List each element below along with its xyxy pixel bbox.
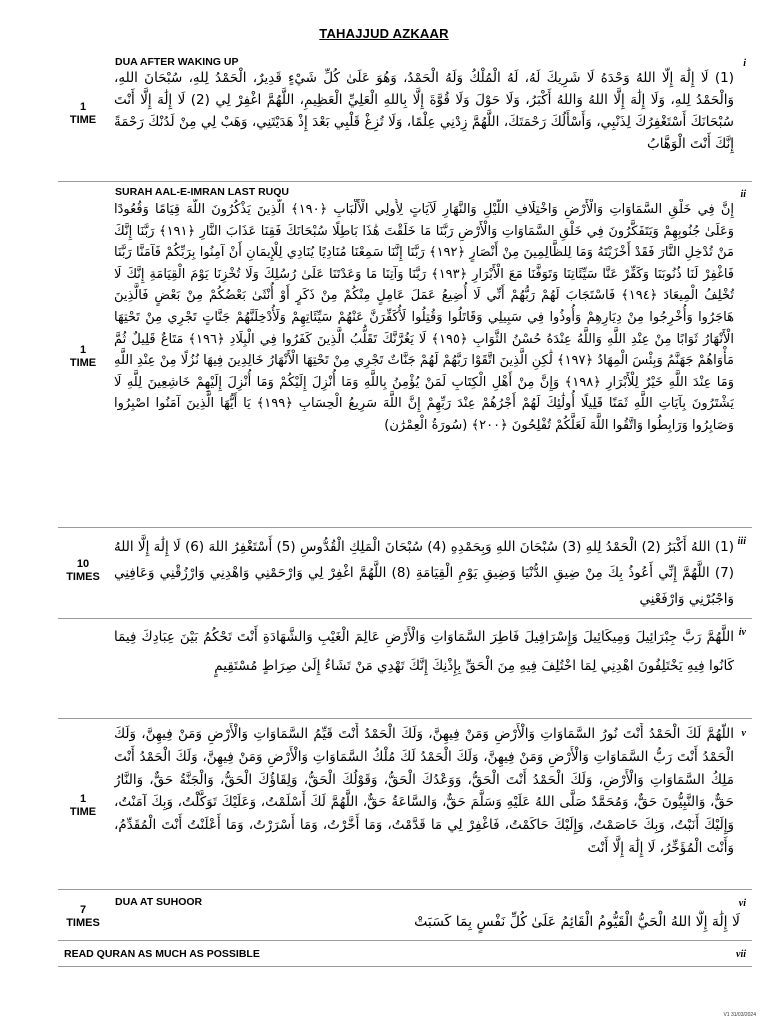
section-iii-number: iii xyxy=(737,536,746,547)
divider xyxy=(58,966,752,967)
section-ii-number: ii xyxy=(740,189,746,200)
section-v-count: 1 TIME xyxy=(69,793,97,818)
version-stamp: V1 31/03/2024 xyxy=(723,1012,756,1018)
section-i-count: 1 TIME xyxy=(69,101,97,126)
section-vi-number: vi xyxy=(738,898,746,909)
section-ii-heading: SURAH AAL-E-IMRAN LAST RUQU xyxy=(115,186,290,198)
section-vi-count: 7 TIMES xyxy=(66,904,100,929)
divider xyxy=(58,181,752,182)
divider xyxy=(58,527,752,528)
page-title: TAHAJJUD AZKAAR xyxy=(319,26,449,41)
section-iii-count: 10 TIMES xyxy=(66,558,100,583)
section-iii-arabic: (1) اللهُ أَكْبَرُ (2) الْحَمْدُ لِلهِ (3) سُبْحَانَ اللهِ وَبِحَمْدِهِ (4) سُبْحَانَ الْمَلِكِ الْقُدُّوسِ (5) أَسْتَغْفِرُ اللهَ (6) لَا إِلَٰهَ إِلَّا اللهُ (7) اللَّهُمَّ إِنِّي أَعُوذُ بِكَ مِنْ ضِيقِ الدُّنْيَا وَضِيقِ يَوْمِ الْقِيَامَةِ (8) اللَّهُمَّ اغْفِرْ لِي وَارْحَمْنِي وَاهْدِنِي وَارْزُقْنِي وَعَافِنِي وَاجْبُرْنِي وَارْفَعْنِي xyxy=(114,539,734,607)
section-iv-number: iv xyxy=(738,627,746,638)
divider xyxy=(58,618,752,619)
section-i-heading: DUA AFTER WAKING UP xyxy=(115,56,239,68)
section-i-arabic: (1) لَا إِلَٰهَ إِلَّا اللهُ وَحْدَهُ لَا شَرِيكَ لَهُ، لَهُ الْمُلْكُ وَلَهُ الْحَمْدُ، وَهُوَ عَلَىٰ كُلِّ شَيْءٍ قَدِيرٌ، الْحَمْدُ لِلهِ، سُبْحَانَ اللهِ، وَالْحَمْدُ لِلهِ، وَلَا إِلَٰهَ إِلَّا اللهُ وَاللهُ أَكْبَرُ، وَلَا حَوْلَ وَلَا قُوَّةَ إِلَّا بِاللهِ الْعَلِيِّ الْعَظِيمِ، اللَّهُمَّ اغْفِرْ لِي (2) لَا إِلَٰهَ إِلَّا أَنْتَ سُبْحَانَكَ أَسْتَغْفِرُكَ لِذَنْبِي، وَأَسْأَلُكَ رَحْمَتَكَ، اللَّهُمَّ زِدْنِي عِلْمًا، وَلَا تُزِغْ قَلْبِي بَعْدَ إِذْ هَدَيْتَنِي، وَهَبْ لِي مِنْ لَدُنْكَ رَحْمَةً إِنَّكَ أَنْتَ الْوَهَّابُ xyxy=(114,70,734,152)
section-ii-count: 1 TIME xyxy=(69,344,97,369)
divider xyxy=(58,940,752,941)
section-iv-arabic: اللَّهُمَّ رَبَّ جِبْرَائِيلَ وَمِيكَائِيلَ وَإِسْرَافِيلَ فَاطِرَ السَّمَاوَاتِ وَالْأَرْضِ عَالِمَ الْغَيْبِ وَالشَّهَادَةِ أَنْتَ تَحْكُمُ بَيْنَ عِبَادِكَ فِيمَا كَانُوا فِيهِ يَخْتَلِفُونَ اهْدِنِي لِمَا اخْتُلِفَ فِيهِ مِنَ الْحَقِّ بِإِذْنِكَ إِنَّكَ تَهْدِي مَنْ تَشَاءُ إِلَىٰ صِرَاطٍ مُسْتَقِيمٍ xyxy=(114,629,734,674)
section-ii-arabic: إِنَّ فِي خَلْقِ السَّمَاوَاتِ وَالْأَرْضِ وَاخْتِلَافِ اللَّيْلِ وَالنَّهَارِ لَآيَاتٍ لِأُولِي الْأَلْبَابِ ﴿١٩٠﴾ الَّذِينَ يَذْكُرُونَ اللَّهَ قِيَامًا وَقُعُودًا وَعَلَىٰ جُنُوبِهِمْ وَيَتَفَكَّرُونَ فِي خَلْقِ السَّمَاوَاتِ وَالْأَرْضِ رَبَّنَا مَا خَلَقْتَ هَٰذَا بَاطِلًا سُبْحَانَكَ فَقِنَا عَذَابَ النَّارِ ﴿١٩١﴾ رَبَّنَا إِنَّكَ مَنْ تُدْخِلِ النَّارَ فَقَدْ أَخْزَيْتَهُ وَمَا لِلظَّالِمِينَ مِنْ أَنْصَارٍ ﴿١٩٢﴾ رَبَّنَا إِنَّنَا سَمِعْنَا مُنَادِيًا يُنَادِي لِلْإِيمَانِ أَنْ آمِنُوا بِرَبِّكُمْ فَآمَنَّا رَبَّنَا فَاغْفِرْ لَنَا ذُنُوبَنَا وَكَفِّرْ عَنَّا سَيِّئَاتِنَا وَتَوَفَّنَا مَعَ الْأَبْرَارِ ﴿١٩٣﴾ رَبَّنَا وَآتِنَا مَا وَعَدْتَنَا عَلَىٰ رُسُلِكَ وَلَا تُخْزِنَا يَوْمَ الْقِيَامَةِ إِنَّكَ لَا تُخْلِفُ الْمِيعَادَ ﴿١٩٤﴾ فَاسْتَجَابَ لَهُمْ رَبُّهُمْ أَنِّي لَا أُضِيعُ عَمَلَ عَامِلٍ مِنْكُمْ مِنْ ذَكَرٍ أَوْ أُنْثَىٰ بَعْضُكُمْ مِنْ بَعْضٍ فَالَّذِينَ هَاجَرُوا وَأُخْرِجُوا مِنْ دِيَارِهِمْ وَأُوذُوا فِي سَبِيلِي وَقَاتَلُوا وَقُتِلُوا لَأُكَفِّرَنَّ عَنْهُمْ سَيِّئَاتِهِمْ وَلَأُدْخِلَنَّهُمْ جَنَّاتٍ تَجْرِي مِنْ تَحْتِهَا الْأَنْهَارُ ثَوَابًا مِنْ عِنْدِ اللَّهِ وَاللَّهُ عِنْدَهُ حُسْنُ الثَّوَابِ ﴿١٩٥﴾ لَا يَغُرَّنَّكَ تَقَلُّبُ الَّذِينَ كَفَرُوا فِي الْبِلَادِ ﴿١٩٦﴾ مَتَاعٌ قَلِيلٌ ثُمَّ مَأْوَاهُمْ جَهَنَّمُ وَبِئْسَ الْمِهَادُ ﴿١٩٧﴾ لَٰكِنِ الَّذِينَ اتَّقَوْا رَبَّهُمْ لَهُمْ جَنَّاتٌ تَجْرِي مِنْ تَحْتِهَا الْأَنْهَارُ خَالِدِينَ فِيهَا نُزُلًا مِنْ عِنْدِ اللَّهِ وَمَا عِنْدَ اللَّهِ خَيْرٌ لِلْأَبْرَارِ ﴿١٩٨﴾ وَإِنَّ مِنْ أَهْلِ الْكِتَابِ لَمَنْ يُؤْمِنُ بِاللَّهِ وَمَا أُنْزِلَ إِلَيْكُمْ وَمَا أُنْزِلَ إِلَيْهِمْ خَاشِعِينَ لِلَّهِ لَا يَشْتَرُونَ بِآيَاتِ اللَّهِ ثَمَنًا قَلِيلًا أُولَٰئِكَ لَهُمْ أَجْرُهُمْ عِنْدَ رَبِّهِمْ إِنَّ اللَّهَ سَرِيعُ الْحِسَابِ ﴿١٩٩﴾ يَا أَيُّهَا الَّذِينَ آمَنُوا اصْبِرُوا وَصَابِرُوا وَرَابِطُوا وَاتَّقُوا اللَّهَ لَعَلَّكُمْ تُفْلِحُونَ ﴿٢٠٠﴾ (سُورَةُ الْعِمْرَٰن) xyxy=(114,202,734,433)
section-i-number: i xyxy=(743,58,746,69)
section-v-number: v xyxy=(741,728,746,739)
divider xyxy=(58,718,752,719)
section-v-arabic: اللَّهُمَّ لَكَ الْحَمْدُ أَنْتَ نُورُ السَّمَاوَاتِ وَالْأَرْضِ وَمَنْ فِيهِنَّ، وَلَكَ الْحَمْدُ أَنْتَ قَيِّمُ السَّمَاوَاتِ وَالْأَرْضِ وَمَنْ فِيهِنَّ، وَلَكَ الْحَمْدُ أَنْتَ رَبُّ السَّمَاوَاتِ وَالْأَرْضِ وَمَنْ فِيهِنَّ، وَلَكَ الْحَمْدُ لَكَ مُلْكُ السَّمَاوَاتِ وَالْأَرْضِ وَمَنْ فِيهِنَّ، وَلَكَ الْحَمْدُ أَنْتَ مَلِكُ السَّمَاوَاتِ وَالْأَرْضِ، وَلَكَ الْحَمْدُ أَنْتَ الْحَقُّ، وَوَعْدُكَ الْحَقُّ، وَقَوْلُكَ الْحَقُّ، وَلِقَاؤُكَ الْحَقُّ، وَالْجَنَّةُ حَقٌّ، وَالنَّارُ حَقٌّ، وَالنَّبِيُّونَ حَقٌّ، وَمُحَمَّدٌ صَلَّى اللهُ عَلَيْهِ وَسَلَّمَ حَقٌّ، وَالسَّاعَةُ حَقٌّ، اللَّهُمَّ لَكَ أَسْلَمْتُ، وَعَلَيْكَ تَوَكَّلْتُ، وَبِكَ آمَنْتُ، وَإِلَيْكَ أَنَبْتُ، وَبِكَ خَاصَمْتُ، وَإِلَيْكَ حَاكَمْتُ، فَاغْفِرْ لِي مَا قَدَّمْتُ، وَمَا أَخَّرْتُ، وَمَا أَسْرَرْتُ، وَمَا أَعْلَنْتُ أَنْتَ الْمُقَدِّمُ، وَأَنْتَ الْمُؤَخِّرُ، لَا إِلَٰهَ إِلَّا أَنْتَ xyxy=(114,726,734,856)
divider xyxy=(58,889,752,890)
section-vii-number: vii xyxy=(736,949,746,960)
section-vi-arabic: لَا إِلَٰهَ إِلَّا اللهُ الْحَيُّ الْقَيُّومُ الْقَائِمُ عَلَىٰ كُلِّ نَفْسٍ بِمَا كَسَبَتْ xyxy=(414,914,740,930)
section-vi-heading: DUA AT SUHOOR xyxy=(115,896,203,908)
footer-instruction: READ QURAN AS MUCH AS POSSIBLE xyxy=(64,948,260,960)
